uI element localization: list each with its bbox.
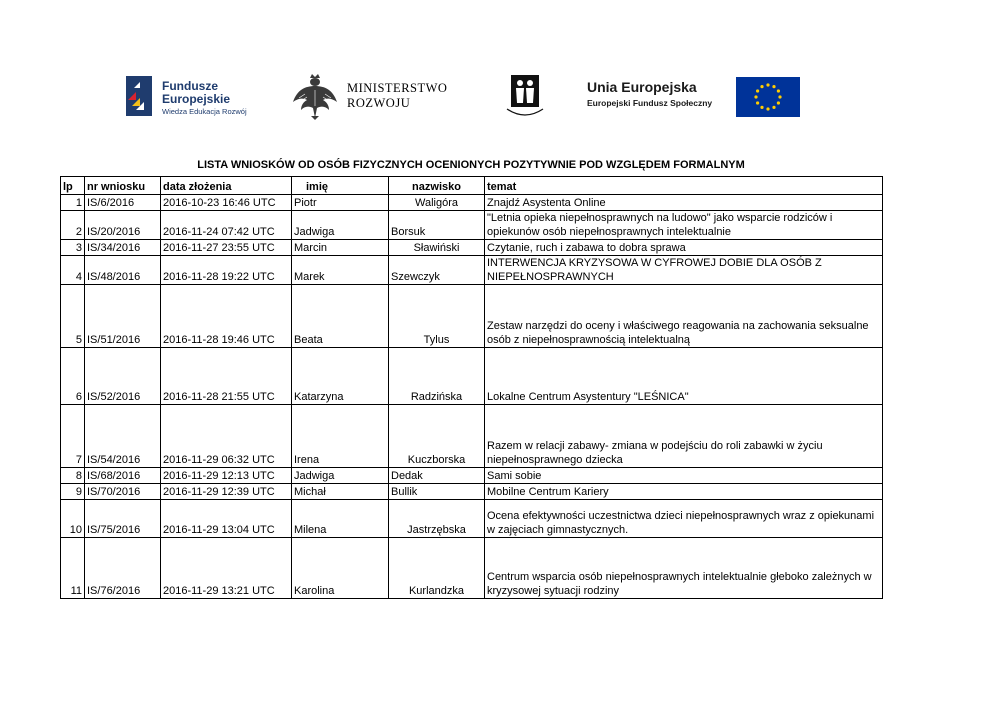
- cell-topic: Czytanie, ruch i zabawa to dobra sprawa: [485, 240, 883, 256]
- cell-topic: "Letnia opieka niepełnosprawnych na ludowo" jako wsparcie rodziców i opiekunów osób niepełnosprawnych intelektualnie: [485, 211, 883, 240]
- cell-first-name: Marek: [292, 256, 389, 285]
- cell-topic: Znajdź Asystenta Online: [485, 195, 883, 211]
- cell-nr: IS/6/2016: [85, 195, 161, 211]
- cell-lp: 2: [61, 211, 85, 240]
- cell-nr: IS/70/2016: [85, 484, 161, 500]
- ministerstwo-line1: MINISTERSTWO: [347, 81, 448, 95]
- fundusze-europejskie-mark-icon: [124, 74, 156, 118]
- cell-last-name: Radzińska: [389, 348, 485, 405]
- cell-first-name: Katarzyna: [292, 348, 389, 405]
- cell-topic: Razem w relacji zabawy- zmiana w podejściu do roli zabawki w życiu niepełnosprawnego dziecka: [485, 405, 883, 468]
- eu-flag-icon: [736, 77, 800, 117]
- cell-lp: 5: [61, 285, 85, 348]
- table-header-row: [61, 177, 883, 195]
- cell-first-name: Jadwiga: [292, 468, 389, 484]
- table-row: [61, 285, 883, 348]
- cell-lp: 6: [61, 348, 85, 405]
- cell-nr: IS/48/2016: [85, 256, 161, 285]
- ministerstwo-line2: ROZWOJU: [347, 96, 411, 110]
- cell-last-name: Kurlandzka: [389, 538, 485, 599]
- cell-date: 2016-11-29 12:13 UTC: [161, 468, 292, 484]
- cell-nr: IS/34/2016: [85, 240, 161, 256]
- cell-first-name: Beata: [292, 285, 389, 348]
- table-row: [61, 348, 883, 405]
- cell-last-name: Dedak: [389, 468, 485, 484]
- cell-first-name: Karolina: [292, 538, 389, 599]
- header-lp: lp: [61, 177, 85, 195]
- cell-lp: 4: [61, 256, 85, 285]
- cell-first-name: Irena: [292, 405, 389, 468]
- fundusze-title-line2: Europejskie: [162, 92, 231, 106]
- table-row: [61, 211, 883, 240]
- cell-last-name: Tylus: [389, 285, 485, 348]
- header-first-name: imię: [292, 177, 389, 195]
- table-row: [61, 538, 883, 599]
- header-date: data złożenia: [161, 177, 292, 195]
- association-emblem-icon: [505, 73, 545, 121]
- header-nr: nr wniosku: [85, 177, 161, 195]
- cell-topic: Lokalne Centrum Asystentury "LEŚNICA": [485, 348, 883, 405]
- cell-date: 2016-10-23 16:46 UTC: [161, 195, 292, 211]
- cell-topic: Ocena efektywności uczestnictwa dzieci niepełnosprawnych wraz z opiekunami w zajęciach gimnastycznych.: [485, 500, 883, 538]
- fundusze-europejskie-logo: [124, 74, 269, 118]
- cell-nr: IS/76/2016: [85, 538, 161, 599]
- cell-lp: 3: [61, 240, 85, 256]
- cell-last-name: Waligóra: [389, 195, 485, 211]
- unia-title: Unia Europejska: [587, 79, 697, 95]
- cell-lp: 9: [61, 484, 85, 500]
- cell-last-name: Jastrzębska: [389, 500, 485, 538]
- cell-nr: IS/52/2016: [85, 348, 161, 405]
- table-row: [61, 195, 883, 211]
- cell-first-name: Milena: [292, 500, 389, 538]
- cell-date: 2016-11-27 23:55 UTC: [161, 240, 292, 256]
- cell-topic: Mobilne Centrum Kariery: [485, 484, 883, 500]
- cell-nr: IS/51/2016: [85, 285, 161, 348]
- applications-table: [60, 176, 883, 599]
- eagle-emblem-icon: [291, 72, 339, 122]
- document-title: LISTA WNIOSKÓW OD OSÓB FIZYCZNYCH OCENIONYCH POZYTYWNIE POD WZGLĘDEM FORMALNYM: [197, 159, 745, 171]
- table-row: [61, 484, 883, 500]
- cell-last-name: Borsuk: [389, 211, 485, 240]
- cell-date: 2016-11-28 19:22 UTC: [161, 256, 292, 285]
- table-row: [61, 240, 883, 256]
- cell-last-name: Bullik: [389, 484, 485, 500]
- cell-lp: 10: [61, 500, 85, 538]
- cell-nr: IS/20/2016: [85, 211, 161, 240]
- cell-lp: 11: [61, 538, 85, 599]
- cell-topic: Zestaw narzędzi do oceny i właściwego reagowania na zachowania seksualne osób z niepełnosprawnością intelektualną: [485, 285, 883, 348]
- cell-topic: INTERWENCJA KRYZYSOWA W CYFROWEJ DOBIE DLA OSÓB Z NIEPEŁNOSPRAWNYCH: [485, 256, 883, 285]
- cell-date: 2016-11-29 06:32 UTC: [161, 405, 292, 468]
- cell-date: 2016-11-24 07:42 UTC: [161, 211, 292, 240]
- table-row: [61, 500, 883, 538]
- unia-europejska-logo: [585, 77, 803, 117]
- cell-lp: 1: [61, 195, 85, 211]
- cell-topic: Centrum wsparcia osób niepełnosprawnych intelektualnie głeboko zależnych w kryzysowej sytuacji rodziny: [485, 538, 883, 599]
- cell-first-name: Marcin: [292, 240, 389, 256]
- table-row: [61, 468, 883, 484]
- cell-last-name: Kuczborska: [389, 405, 485, 468]
- cell-lp: 8: [61, 468, 85, 484]
- ministerstwo-rozwoju-logo: [291, 72, 461, 122]
- table-row: [61, 256, 883, 285]
- cell-date: 2016-11-29 13:04 UTC: [161, 500, 292, 538]
- unia-subtitle: Europejski Fundusz Społeczny: [587, 98, 713, 108]
- cell-date: 2016-11-28 19:46 UTC: [161, 285, 292, 348]
- cell-lp: 7: [61, 405, 85, 468]
- header-last-name: nazwisko: [389, 177, 485, 195]
- cell-nr: IS/54/2016: [85, 405, 161, 468]
- table-row: [61, 405, 883, 468]
- cell-date: 2016-11-29 13:21 UTC: [161, 538, 292, 599]
- header-topic: temat: [485, 177, 883, 195]
- cell-first-name: Piotr: [292, 195, 389, 211]
- cell-date: 2016-11-29 12:39 UTC: [161, 484, 292, 500]
- cell-first-name: Jadwiga: [292, 211, 389, 240]
- cell-nr: IS/68/2016: [85, 468, 161, 484]
- cell-topic: Sami sobie: [485, 468, 883, 484]
- cell-nr: IS/75/2016: [85, 500, 161, 538]
- fundusze-title-line1: Fundusze: [162, 79, 218, 93]
- cell-last-name: Szewczyk: [389, 256, 485, 285]
- fundusze-subtitle: Wiedza Edukacja Rozwój: [162, 107, 247, 116]
- cell-date: 2016-11-28 21:55 UTC: [161, 348, 292, 405]
- association-logo: [505, 73, 545, 121]
- cell-last-name: Sławiński: [389, 240, 485, 256]
- cell-first-name: Michał: [292, 484, 389, 500]
